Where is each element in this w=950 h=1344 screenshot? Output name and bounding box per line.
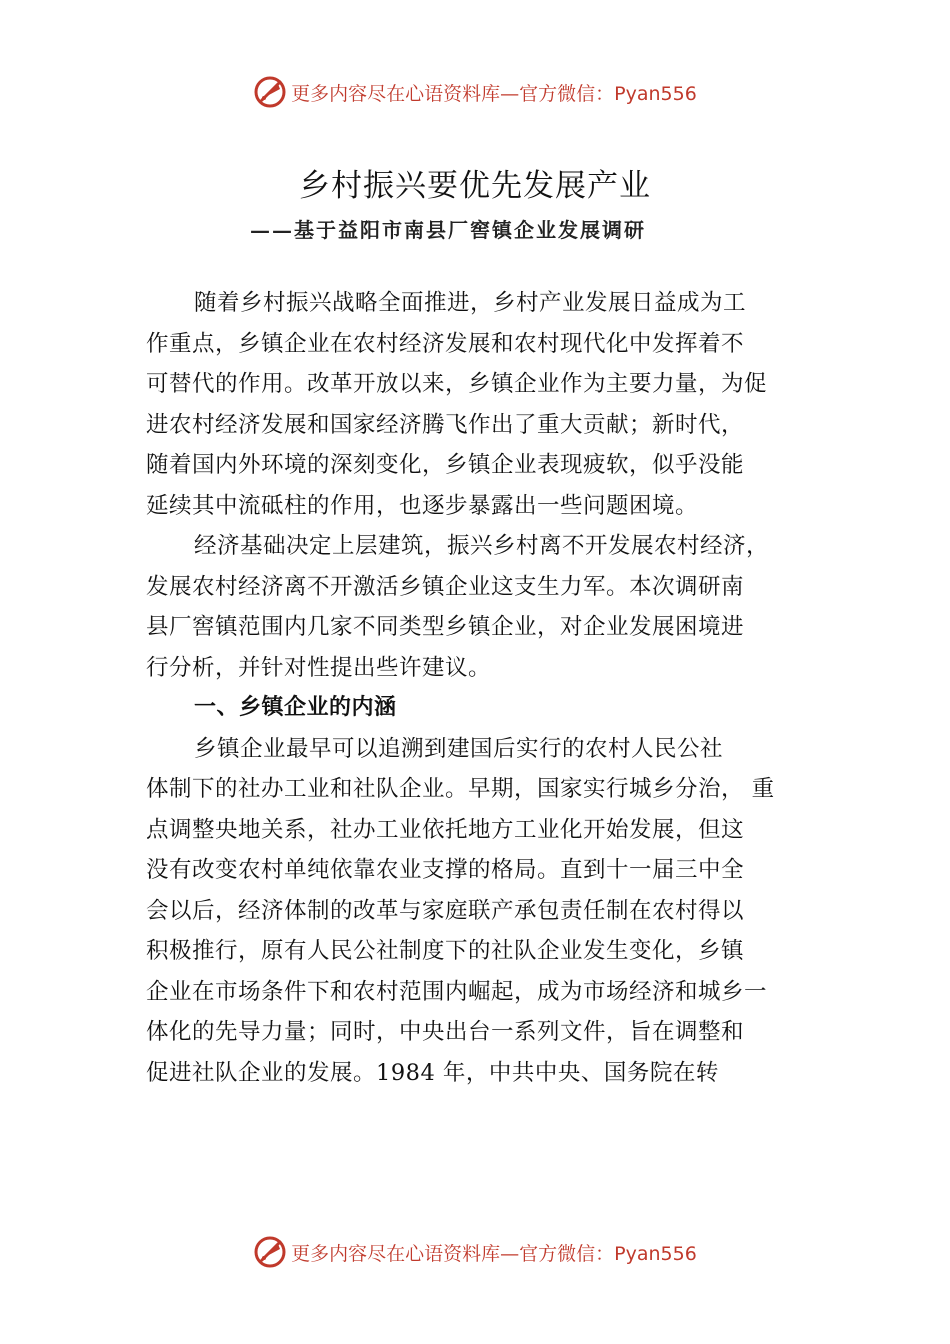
banner-wechat-id: Pyan556 bbox=[614, 82, 697, 105]
section-heading: 一、乡镇企业的内涵 bbox=[194, 695, 397, 720]
footer-banner bbox=[0, 1232, 950, 1272]
paragraph-line: 县厂窖镇范围内几家不同类型乡镇企业，对企业发展困境进 bbox=[146, 614, 745, 640]
paragraph-line: 作重点，乡镇企业在农村经济发展和农村现代化中发挥着不 bbox=[146, 330, 745, 357]
paragraph-line: 随着国内外环境的深刻变化，乡镇企业表现疲软，似乎没能 bbox=[146, 452, 745, 478]
paragraph-line: 随着乡村振兴战略全面推进，乡村产业发展日益成为工 bbox=[194, 290, 747, 316]
paragraph-line: 可替代的作用。改革开放以来，乡镇企业作为主要力量，为促 bbox=[146, 371, 768, 397]
banner-wechat-id: Pyan556 bbox=[614, 1242, 697, 1265]
paragraph-line: 体制下的社办工业和社队企业。早期，国家实行城乡分治， 重 bbox=[146, 776, 775, 802]
paragraph-line: 发展农村经济离不开激活乡镇企业这支生力军。本次调研南 bbox=[146, 573, 745, 600]
paragraph-line: 促进社队企业的发展。1984 年，中共中央、国务院在转 bbox=[146, 1059, 719, 1086]
paragraph-line: 进农村经济发展和国家经济腾飞作出了重大贡献；新时代， bbox=[146, 411, 745, 438]
banner-text bbox=[291, 1239, 697, 1266]
paragraph-line: 延续其中流砥柱的作用，也逐步暴露出一些问题困境。 bbox=[146, 492, 699, 519]
banner-text bbox=[291, 79, 697, 106]
paragraph-line: 经济基础决定上层建筑，振兴乡村离不开发展农村经济， bbox=[194, 533, 770, 559]
paragraph-line: 体化的先导力量；同时，中央出台一系列文件，旨在调整和 bbox=[146, 1019, 745, 1045]
paragraph-line: 会以后，经济体制的改革与家庭联产承包责任制在农村得以 bbox=[146, 897, 745, 924]
paragraph-line: 没有改变农村单纯依靠农业支撑的格局。直到十一届三中全 bbox=[146, 857, 745, 883]
document-title: 乡村振兴要优先发展产业 bbox=[299, 168, 651, 204]
paragraph-line: 点调整央地关系，社办工业依托地方工业化开始发展，但这 bbox=[146, 816, 745, 843]
header-banner bbox=[0, 72, 950, 112]
banner-slogan: 更多内容尽在心语资料库—官方微信： bbox=[291, 1242, 615, 1265]
quill-pen-logo-icon bbox=[253, 75, 287, 109]
quill-pen-logo-icon bbox=[253, 1235, 287, 1269]
banner-slogan: 更多内容尽在心语资料库—官方微信： bbox=[291, 82, 615, 105]
document-body bbox=[146, 283, 826, 1093]
document-subtitle: ——基于益阳市南县厂窖镇企业发展调研 bbox=[250, 218, 646, 242]
paragraph-line: 积极推行，原有人民公社制度下的社队企业发生变化，乡镇 bbox=[146, 938, 745, 964]
paragraph-line: 行分析，并针对性提出些许建议。 bbox=[146, 654, 492, 681]
paragraph-line: 企业在市场条件下和农村范围内崛起，成为市场经济和城乡一 bbox=[146, 978, 768, 1005]
paragraph-line: 乡镇企业最早可以追溯到建国后实行的农村人民公社 bbox=[194, 735, 724, 762]
